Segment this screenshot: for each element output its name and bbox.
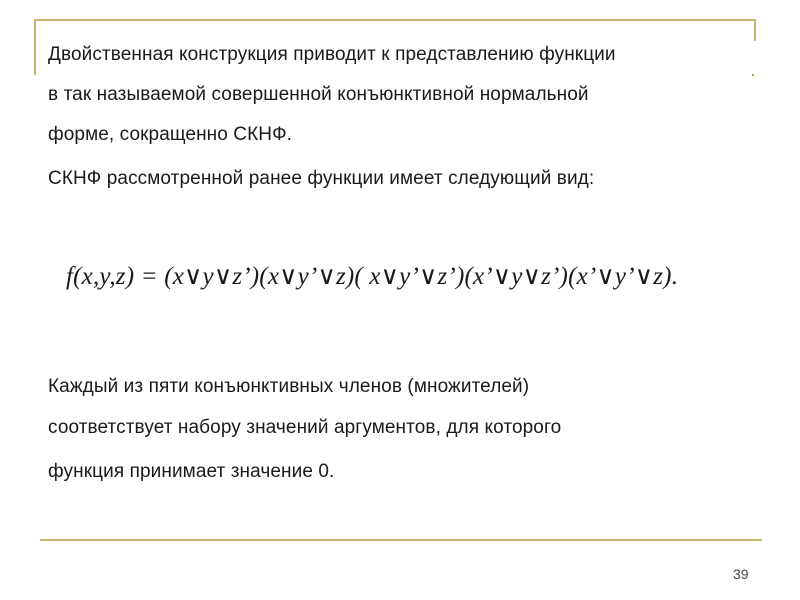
paragraph-3-line-3: функция принимает значение 0. bbox=[48, 461, 335, 482]
formula: f(x,y,z) = (x∨y∨z’)(x∨y’∨z)( x∨y’∨z’)(x’∨y∨z’)(x’∨y’∨z). bbox=[66, 263, 679, 290]
right-rule bbox=[754, 19, 756, 41]
left-rule bbox=[34, 19, 36, 75]
bottom-rule bbox=[40, 539, 762, 541]
top-rule bbox=[34, 19, 756, 21]
paragraph-3-line-2: соответствует набору значений аргументов, для которого bbox=[48, 417, 562, 438]
right-tick bbox=[752, 74, 754, 76]
paragraph-1-line-3: форме, сокращенно СКНФ. bbox=[48, 124, 293, 145]
paragraph-2-line-1: СКНФ рассмотренной ранее функции имеет следующий вид: bbox=[48, 168, 595, 189]
paragraph-3-line-1: Каждый из пяти конъюнктивных членов (множителей) bbox=[48, 376, 530, 397]
paragraph-1-line-2: в так называемой совершенной конъюнктивной нормальной bbox=[48, 84, 589, 105]
page-number: 39 bbox=[733, 566, 749, 582]
paragraph-1-line-1: Двойственная конструкция приводит к представлению функции bbox=[48, 44, 616, 65]
